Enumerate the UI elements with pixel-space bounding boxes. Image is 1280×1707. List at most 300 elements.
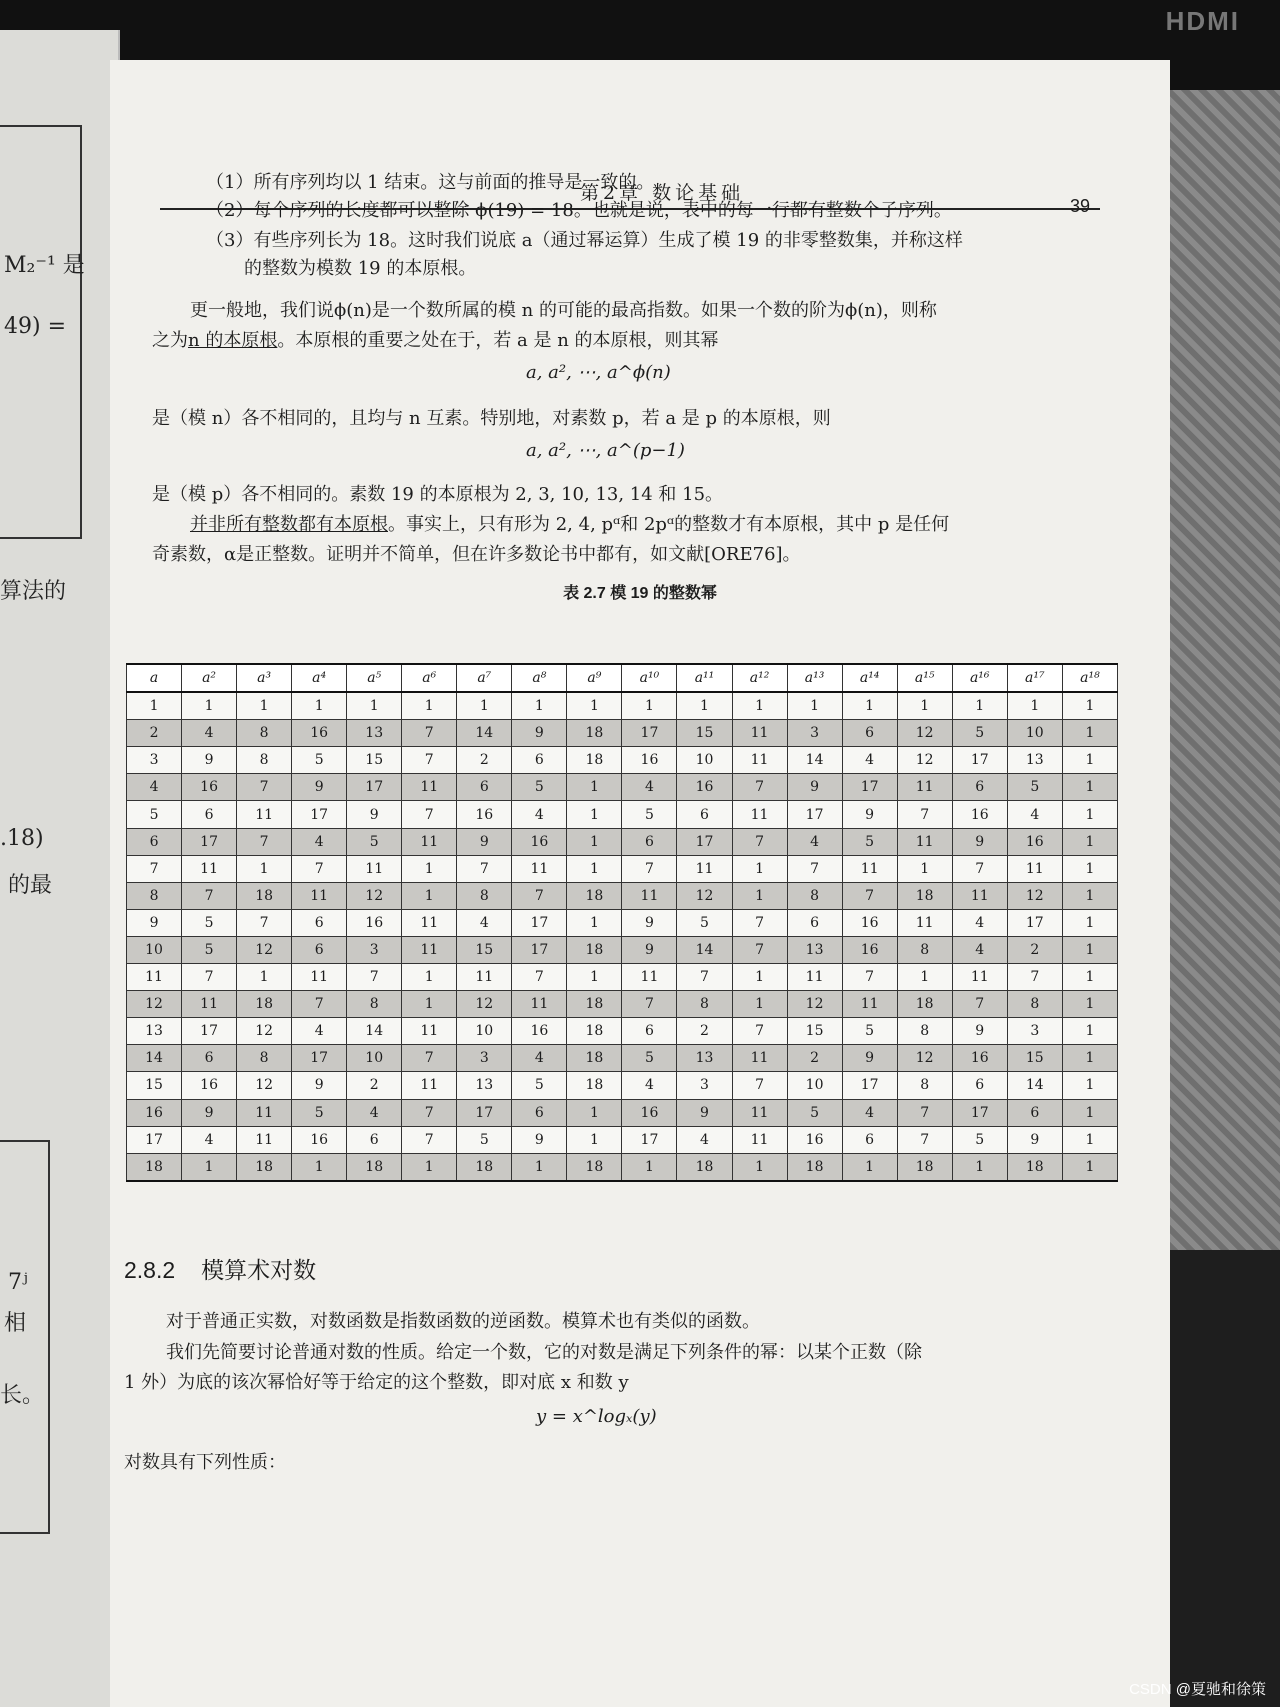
- table-cell: 11: [1007, 855, 1062, 882]
- table-cell: 12: [237, 936, 292, 963]
- table-cell: 6: [292, 909, 347, 936]
- list-item-2: （2）每个序列的长度都可以整除 ϕ(19) = 18。也就是说，表中的每一行都有整数个子序列。: [206, 200, 952, 221]
- table-cell: 7: [402, 1099, 457, 1126]
- table-cell: 17: [347, 774, 402, 801]
- table-cell: 4: [292, 828, 347, 855]
- table-cell: 9: [952, 1018, 1007, 1045]
- table-cell: 7: [512, 964, 567, 991]
- table-body: [127, 692, 1118, 1181]
- list-item-3: （3）有些序列长为 18。这时我们说底 a（通过幂运算）生成了模 19 的非零整数集，并称这样: [206, 230, 963, 251]
- table-cell: 6: [952, 774, 1007, 801]
- table-cell: 1: [1062, 964, 1117, 991]
- table-cell: 11: [842, 991, 897, 1018]
- column-header: a⁵: [347, 664, 402, 692]
- table-cell: 1: [292, 692, 347, 720]
- table-cell: 16: [952, 1045, 1007, 1072]
- table-cell: 11: [292, 882, 347, 909]
- table-cell: 13: [677, 1045, 732, 1072]
- table-cell: 16: [787, 1126, 842, 1153]
- table-cell: 1: [1062, 1045, 1117, 1072]
- table-cell: 1: [1062, 828, 1117, 855]
- table-cell: 8: [677, 991, 732, 1018]
- table-cell: 8: [897, 1072, 952, 1099]
- table-cell: 7: [732, 1072, 787, 1099]
- table-cell: 18: [237, 991, 292, 1018]
- table-cell: 1: [732, 991, 787, 1018]
- table-cell: 1: [1062, 936, 1117, 963]
- table-cell: 13: [457, 1072, 512, 1099]
- table-cell: 6: [292, 936, 347, 963]
- table-cell: 7: [732, 828, 787, 855]
- column-header: a²: [182, 664, 237, 692]
- table-cell: 3: [127, 747, 182, 774]
- table-cell: 12: [897, 747, 952, 774]
- table-cell: 1: [402, 964, 457, 991]
- table-cell: 1: [952, 1153, 1007, 1181]
- table-cell: 7: [512, 882, 567, 909]
- table-cell: 7: [127, 855, 182, 882]
- table-cell: 1: [127, 692, 182, 720]
- table-cell: 5: [292, 1099, 347, 1126]
- left-fragment: 相: [4, 1311, 27, 1336]
- table-cell: 10: [347, 1045, 402, 1072]
- left-fragment: 49) =: [4, 314, 67, 339]
- table-cell: 7: [842, 964, 897, 991]
- table-cell: 4: [182, 720, 237, 747]
- column-header: a¹⁶: [952, 664, 1007, 692]
- table-cell: 9: [457, 828, 512, 855]
- table-cell: 3: [677, 1072, 732, 1099]
- table-cell: 1: [1062, 1072, 1117, 1099]
- table-cell: 11: [347, 855, 402, 882]
- table-cell: 6: [512, 747, 567, 774]
- table-cell: 17: [787, 801, 842, 828]
- table-cell: 1: [182, 692, 237, 720]
- table-cell: 7: [402, 1045, 457, 1072]
- table-cell: 1: [622, 692, 677, 720]
- table-cell: 6: [512, 1099, 567, 1126]
- table-cell: 18: [457, 1153, 512, 1181]
- table-cell: 11: [402, 1072, 457, 1099]
- table-cell: 17: [952, 1099, 1007, 1126]
- table-cell: 11: [622, 882, 677, 909]
- table-cell: 7: [347, 964, 402, 991]
- table-cell: 10: [1007, 720, 1062, 747]
- table-cell: 10: [787, 1072, 842, 1099]
- table-cell: 14: [1007, 1072, 1062, 1099]
- table-cell: 5: [512, 774, 567, 801]
- table-cell: 4: [347, 1099, 402, 1126]
- table-cell: 4: [457, 909, 512, 936]
- table-cell: 7: [732, 909, 787, 936]
- column-header: a⁴: [292, 664, 347, 692]
- left-fragment: 的最: [8, 873, 53, 898]
- table-cell: 9: [1007, 1126, 1062, 1153]
- table-row: [127, 991, 1118, 1018]
- table-cell: 16: [127, 1099, 182, 1126]
- column-header: a⁹: [567, 664, 622, 692]
- table-cell: 1: [402, 855, 457, 882]
- table-row: [127, 1099, 1118, 1126]
- left-page-box: [0, 1140, 50, 1534]
- table-cell: 9: [787, 774, 842, 801]
- table-row: [127, 828, 1118, 855]
- table-cell: 15: [347, 747, 402, 774]
- table-cell: 1: [567, 855, 622, 882]
- table-cell: 1: [732, 882, 787, 909]
- table-cell: 13: [127, 1018, 182, 1045]
- table-cell: 8: [237, 1045, 292, 1072]
- table-cell: 17: [512, 936, 567, 963]
- left-fragment: 算法的: [0, 579, 67, 604]
- table-cell: 18: [897, 1153, 952, 1181]
- table-cell: 7: [787, 855, 842, 882]
- column-header: a: [127, 664, 182, 692]
- table-cell: 7: [732, 1018, 787, 1045]
- table-cell: 11: [457, 964, 512, 991]
- table-cell: 1: [567, 1099, 622, 1126]
- table-cell: 12: [237, 1072, 292, 1099]
- table-cell: 4: [512, 1045, 567, 1072]
- table-cell: 3: [457, 1045, 512, 1072]
- table-cell: 6: [182, 801, 237, 828]
- table-cell: 18: [567, 1018, 622, 1045]
- table-cell: 4: [622, 774, 677, 801]
- equation-log: y = x^logₓ(y): [536, 1406, 657, 1427]
- table-cell: 18: [567, 991, 622, 1018]
- table-cell: 7: [237, 909, 292, 936]
- table-cell: 7: [402, 801, 457, 828]
- table-cell: 16: [512, 828, 567, 855]
- table-cell: 18: [567, 936, 622, 963]
- table-cell: 1: [897, 855, 952, 882]
- table-cell: 1: [787, 692, 842, 720]
- table-cell: 6: [787, 909, 842, 936]
- table-row: [127, 936, 1118, 963]
- table-cell: 18: [127, 1153, 182, 1181]
- table-cell: 10: [127, 936, 182, 963]
- paragraph-line: 我们先简要讨论普通对数的性质。给定一个数，它的对数是满足下列条件的幂：以某个正数（除: [166, 1342, 922, 1363]
- table-cell: 5: [622, 801, 677, 828]
- table-cell: 11: [237, 1099, 292, 1126]
- table-cell: 1: [1062, 774, 1117, 801]
- table-cell: 17: [677, 828, 732, 855]
- table-cell: 11: [182, 855, 237, 882]
- table-cell: 5: [952, 1126, 1007, 1153]
- column-header: a¹³: [787, 664, 842, 692]
- table-cell: 14: [677, 936, 732, 963]
- table-cell: 11: [897, 774, 952, 801]
- table-cell: 5: [842, 828, 897, 855]
- paragraph-line: 对数具有下列性质：: [124, 1452, 286, 1473]
- table-cell: 18: [787, 1153, 842, 1181]
- table-cell: 4: [622, 1072, 677, 1099]
- table-cell: 1: [1062, 1153, 1117, 1181]
- table-cell: 16: [347, 909, 402, 936]
- table-cell: 2: [677, 1018, 732, 1045]
- table-cell: 6: [347, 1126, 402, 1153]
- powers-table: [126, 663, 1118, 1182]
- table-cell: 1: [1062, 991, 1117, 1018]
- hdmi-label: HDMI: [1165, 6, 1240, 36]
- table-cell: 1: [732, 1153, 787, 1181]
- table-cell: 1: [1062, 882, 1117, 909]
- table-cell: 18: [677, 1153, 732, 1181]
- section-title: 模算术对数: [201, 1257, 317, 1283]
- table-cell: 11: [897, 828, 952, 855]
- table-cell: 1: [512, 1153, 567, 1181]
- table-cell: 11: [677, 855, 732, 882]
- table-cell: 7: [897, 1099, 952, 1126]
- table-cell: 15: [1007, 1045, 1062, 1072]
- paragraph-line: 是（模 p）各不相同的。素数 19 的本原根为 2, 3, 10, 13, 14 和 15。: [152, 484, 724, 505]
- table-cell: 1: [567, 1126, 622, 1153]
- table-cell: 11: [402, 936, 457, 963]
- table-cell: 18: [567, 720, 622, 747]
- table-cell: 18: [567, 882, 622, 909]
- table-cell: 1: [567, 909, 622, 936]
- table-row: [127, 692, 1118, 720]
- table-cell: 3: [1007, 1018, 1062, 1045]
- table-cell: 4: [842, 1099, 897, 1126]
- paragraph-line: 对于普通正实数，对数函数是指数函数的逆函数。模算术也有类似的函数。: [166, 1311, 760, 1332]
- underlined-term: 并非所有整数都有本原根: [190, 514, 388, 535]
- table-cell: 16: [622, 747, 677, 774]
- left-fragment: .18): [0, 826, 44, 851]
- table-cell: 16: [182, 774, 237, 801]
- paragraph-line: 1 外）为底的该次幂恰好等于给定的这个整数，即对底 x 和数 y: [124, 1372, 629, 1393]
- table-cell: 9: [292, 774, 347, 801]
- table-cell: 5: [127, 801, 182, 828]
- table-cell: 11: [787, 964, 842, 991]
- table-cell: 11: [732, 1045, 787, 1072]
- table-cell: 16: [512, 1018, 567, 1045]
- table-cell: 8: [457, 882, 512, 909]
- table-cell: 11: [622, 964, 677, 991]
- section-heading: [124, 1252, 316, 1285]
- table-cell: 4: [787, 828, 842, 855]
- table-cell: 6: [622, 828, 677, 855]
- table-cell: 7: [292, 855, 347, 882]
- table-cell: 5: [622, 1045, 677, 1072]
- table-cell: 5: [952, 720, 1007, 747]
- table-cell: 12: [897, 1045, 952, 1072]
- table-cell: 1: [1062, 692, 1117, 720]
- table-cell: 1: [1062, 1018, 1117, 1045]
- table-cell: 7: [732, 774, 787, 801]
- table-cell: 5: [182, 936, 237, 963]
- table-cell: 4: [182, 1126, 237, 1153]
- table-cell: 1: [402, 692, 457, 720]
- table-cell: 17: [292, 801, 347, 828]
- table-cell: 7: [457, 855, 512, 882]
- table-cell: 15: [677, 720, 732, 747]
- table-cell: 17: [127, 1126, 182, 1153]
- table-cell: 9: [842, 801, 897, 828]
- table-cell: 17: [1007, 909, 1062, 936]
- table-cell: 11: [402, 774, 457, 801]
- table-cell: 1: [567, 828, 622, 855]
- table-cell: 11: [292, 964, 347, 991]
- table-cell: 1: [1062, 1126, 1117, 1153]
- table-cell: 9: [622, 936, 677, 963]
- table-cell: 10: [457, 1018, 512, 1045]
- table-cell: 10: [677, 747, 732, 774]
- left-page: [0, 30, 120, 1707]
- table-cell: 8: [237, 720, 292, 747]
- table-cell: 9: [952, 828, 1007, 855]
- table-cell: 7: [952, 991, 1007, 1018]
- table-cell: 4: [842, 747, 897, 774]
- table-cell: 4: [952, 936, 1007, 963]
- table-cell: 1: [567, 774, 622, 801]
- table-cell: 5: [842, 1018, 897, 1045]
- table-cell: 15: [787, 1018, 842, 1045]
- table-cell: 12: [787, 991, 842, 1018]
- section-number: 2.8.2: [124, 1257, 176, 1283]
- table-cell: 18: [567, 747, 622, 774]
- table-cell: 1: [1062, 801, 1117, 828]
- table-cell: 1: [567, 964, 622, 991]
- table-cell: 7: [677, 964, 732, 991]
- table-cell: 1: [457, 692, 512, 720]
- table-cell: 7: [182, 964, 237, 991]
- paragraph-line: 之为n 的本原根。本原根的重要之处在于，若 a 是 n 的本原根，则其幂: [152, 330, 719, 351]
- table-cell: 14: [347, 1018, 402, 1045]
- table-cell: 6: [677, 801, 732, 828]
- table-cell: 9: [182, 1099, 237, 1126]
- table-cell: 1: [677, 692, 732, 720]
- table-cell: 18: [897, 882, 952, 909]
- table-cell: 11: [402, 909, 457, 936]
- table-cell: 17: [457, 1099, 512, 1126]
- table-cell: 4: [952, 909, 1007, 936]
- table-cell: 7: [1007, 964, 1062, 991]
- table-cell: 8: [1007, 991, 1062, 1018]
- table-cell: 7: [897, 801, 952, 828]
- table-cell: 17: [842, 774, 897, 801]
- table-cell: 1: [402, 1153, 457, 1181]
- table-cell: 8: [237, 747, 292, 774]
- table-cell: 17: [292, 1045, 347, 1072]
- table-cell: 9: [347, 801, 402, 828]
- table-cell: 11: [952, 964, 1007, 991]
- table-cell: 18: [897, 991, 952, 1018]
- table-cell: 18: [567, 1045, 622, 1072]
- column-header: a⁶: [402, 664, 457, 692]
- table-cell: 1: [842, 692, 897, 720]
- table-row: [127, 747, 1118, 774]
- table-cell: 6: [127, 828, 182, 855]
- table-row: [127, 855, 1118, 882]
- table-cell: 6: [457, 774, 512, 801]
- table-row: [127, 882, 1118, 909]
- table-cell: 4: [292, 1018, 347, 1045]
- table-cell: 9: [292, 1072, 347, 1099]
- table-row: [127, 909, 1118, 936]
- table-cell: 7: [402, 747, 457, 774]
- table-cell: 1: [347, 692, 402, 720]
- column-header: a⁸: [512, 664, 567, 692]
- table-cell: 1: [897, 692, 952, 720]
- table-cell: 12: [127, 991, 182, 1018]
- table-cell: 16: [292, 720, 347, 747]
- table-cell: 9: [622, 909, 677, 936]
- table-cell: 9: [677, 1099, 732, 1126]
- table-cell: 17: [512, 909, 567, 936]
- table-cell: 1: [237, 692, 292, 720]
- table-cell: 1: [952, 692, 1007, 720]
- table-cell: 14: [457, 720, 512, 747]
- table-cell: 11: [842, 855, 897, 882]
- table-cell: 15: [457, 936, 512, 963]
- table-cell: 1: [402, 882, 457, 909]
- table-row: [127, 1018, 1118, 1045]
- table-cell: 17: [842, 1072, 897, 1099]
- table-cell: 8: [127, 882, 182, 909]
- table-cell: 4: [1007, 801, 1062, 828]
- table-cell: 11: [402, 828, 457, 855]
- table-row: [127, 774, 1118, 801]
- table-cell: 16: [182, 1072, 237, 1099]
- table-cell: 11: [952, 882, 1007, 909]
- table-row: [127, 1072, 1118, 1099]
- table-cell: 18: [567, 1153, 622, 1181]
- equation-powers-n: a, a², ⋯, a^ϕ(n): [526, 362, 671, 383]
- table-cell: 1: [1062, 747, 1117, 774]
- table-cell: 5: [182, 909, 237, 936]
- table-cell: 1: [402, 991, 457, 1018]
- table-cell: 12: [897, 720, 952, 747]
- table-cell: 7: [732, 936, 787, 963]
- table-cell: 1: [1062, 1099, 1117, 1126]
- table-cell: 11: [512, 855, 567, 882]
- table-cell: 1: [1062, 720, 1117, 747]
- table-cell: 11: [182, 991, 237, 1018]
- column-header: a¹⁷: [1007, 664, 1062, 692]
- table-cell: 11: [732, 801, 787, 828]
- table-cell: 11: [402, 1018, 457, 1045]
- table-cell: 8: [347, 991, 402, 1018]
- table-cell: 1: [732, 692, 787, 720]
- table-cell: 18: [567, 1072, 622, 1099]
- table-cell: 2: [457, 747, 512, 774]
- table-cell: 6: [182, 1045, 237, 1072]
- table-cell: 18: [1007, 1153, 1062, 1181]
- table-cell: 1: [1007, 692, 1062, 720]
- table-cell: 1: [842, 1153, 897, 1181]
- table-cell: 17: [622, 1126, 677, 1153]
- paragraph-line: 并非所有整数都有本原根。事实上，只有形为 2, 4, pᵅ和 2pᵅ的整数才有本原根，其中 p 是任何: [190, 514, 950, 535]
- table-cell: 2: [1007, 936, 1062, 963]
- column-header: a¹²: [732, 664, 787, 692]
- table-cell: 1: [732, 855, 787, 882]
- table-cell: 9: [182, 747, 237, 774]
- underlined-term: n 的本原根: [188, 330, 278, 351]
- table-cell: 1: [732, 964, 787, 991]
- table-cell: 1: [182, 1153, 237, 1181]
- table-cell: 8: [897, 936, 952, 963]
- table-cell: 5: [677, 909, 732, 936]
- table-cell: 17: [952, 747, 1007, 774]
- column-header: a¹⁰: [622, 664, 677, 692]
- table-cell: 7: [237, 828, 292, 855]
- table-cell: 4: [512, 801, 567, 828]
- table-cell: 6: [842, 1126, 897, 1153]
- table-cell: 11: [237, 801, 292, 828]
- table-cell: 11: [897, 909, 952, 936]
- table-row: [127, 801, 1118, 828]
